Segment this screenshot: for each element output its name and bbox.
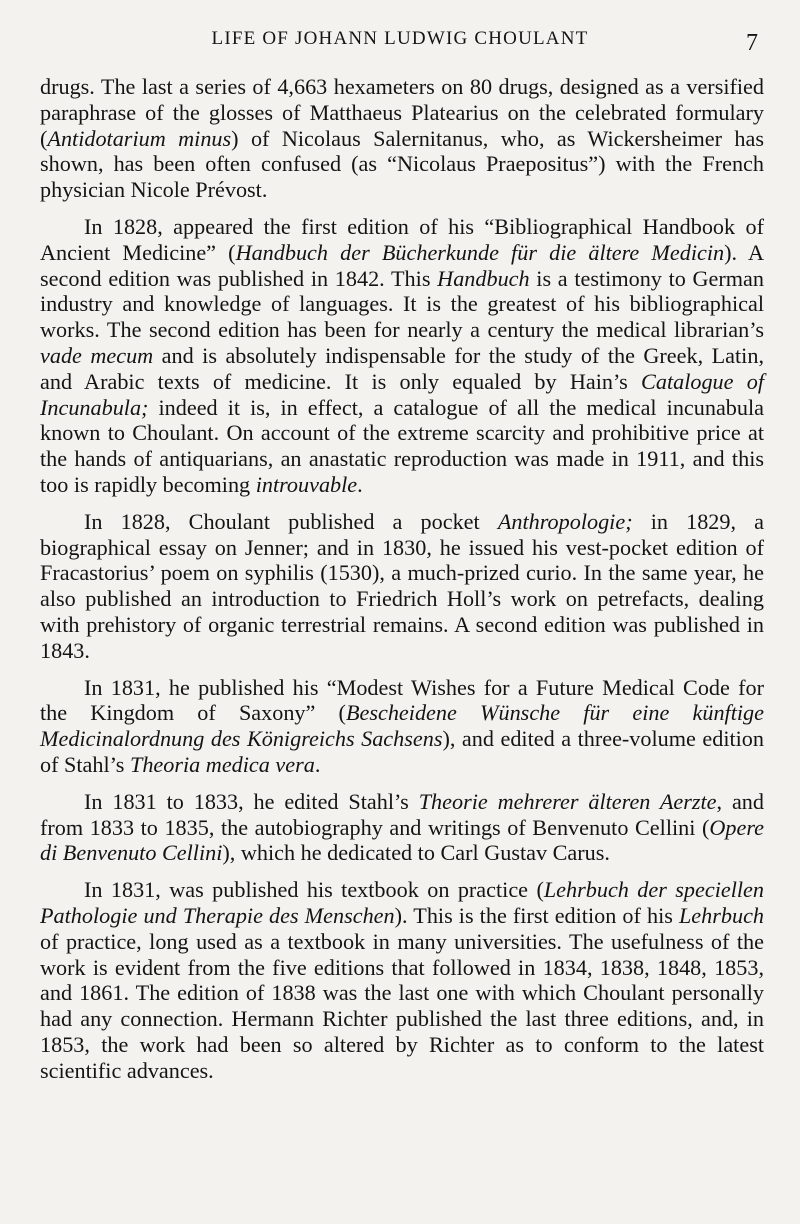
- paragraph-6: In 1831, was published his textbook on practice (Lehrbuch der speciellen Pathologie und Therapie des Menschen). This is the first edition of his Lehrbuch of practice, long used as a textbook in many universities. The usefulness of the work is evident from the five editions that followed in 1834, 1838, 1848, 1853, and 1861. The edition of 1838 was the last one with which Choulant personally had any connection. Hermann Richter published the last three editions, and, in 1853, the work had been so altered by Richter as to conform to the latest scientific advances.: [40, 877, 765, 1083]
- body-text: [40, 74, 764, 1083]
- page-number: 7: [746, 30, 758, 56]
- paragraph-5: In 1831 to 1833, he edited Stahl’s Theorie mehrerer älteren Aerzte, and from 1833 to 1835, the autobiography and writings of Benvenuto Cellini (Opere di Benvenuto Cellini), which he dedicated to Carl Gustav Carus.: [40, 788, 764, 866]
- paragraph-1: drugs. The last a series of 4,663 hexameters on 80 drugs, designed as a versified paraphrase of the glosses of Matthaeus Platearius on the celebrated formulary (Antidotarium minus) of Nicolaus Salernitanus, who, as Wickersheimer has shown, has been often confused (as “Nicolaus Praepositus”) with the French physician Nicole Prévost.: [40, 74, 764, 203]
- running-title: LIFE OF JOHANN LUDWIG CHOULANT: [211, 28, 589, 49]
- paragraph-3: In 1828, Choulant published a pocket Anthropologie; in 1829, a biographical essay on Jenner; and in 1830, he issued his vest-pocket edition of Fracastorius’ poem on syphilis (1530), a much-prized curio. In the same year, he also published an introduction to Friedrich Holl’s work on petrefacts, dealing with prehistory of organic terrestrial remains. A second edition was published in 1843.: [40, 508, 765, 663]
- paragraph-2: In 1828, appeared the first edition of his “Bibliographical Handbook of Ancient Medicine” (Handbuch der Bücherkunde für die ältere Medicin). A second edition was published in 1842. This Handbuch is a testimony to German industry and knowledge of languages. It is the greatest of his bibliographical works. The second edition has been for nearly a century the medical librarian’s vade mecum and is absolutely indispensable for the study of the Greek, Latin, and Arabic texts of medicine. It is only equaled by Hain’s Catalogue of Incunabula; indeed it is, in effect, a catalogue of all the medical incunabula known to Choulant. On account of the extreme scarcity and prohibitive price at the hands of antiquarians, an anastatic reproduction was made in 1911, and this too is rapidly becoming introuvable.: [40, 213, 765, 497]
- paragraph-4: In 1831, he published his “Modest Wishes for a Future Medical Code for the Kingdom of Saxony” (Bescheidene Wünsche für eine künftige Medicinalordnung des Königreichs Sachsens), and edited a three-volume edition of Stahl’s Theoria medica vera.: [40, 674, 764, 777]
